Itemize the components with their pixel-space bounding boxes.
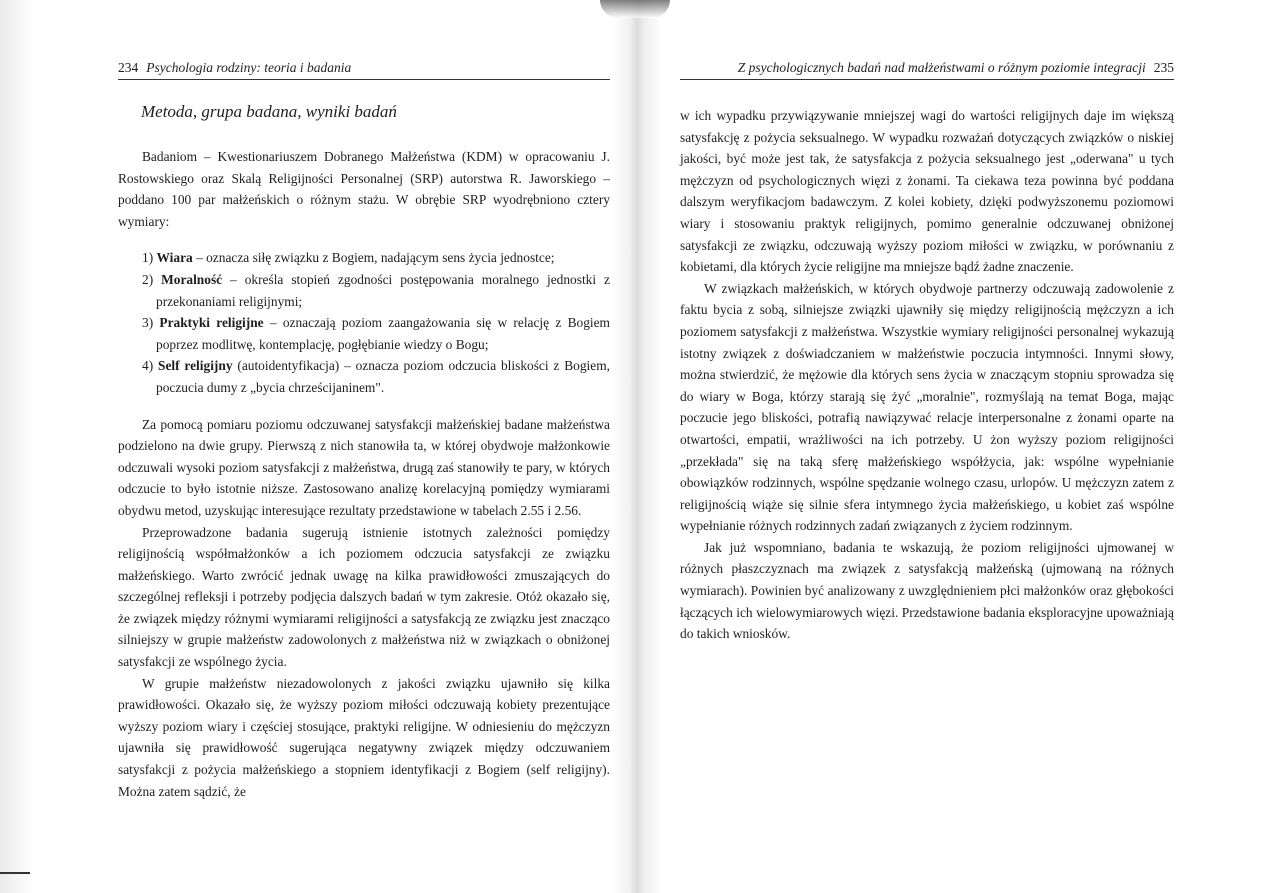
dimension-term: Praktyki religijne — [159, 315, 264, 331]
list-number: 4) — [142, 358, 154, 374]
dimension-term: Self religijny — [158, 358, 233, 374]
dimension-desc: – oznaczają poziom zaangażowania się w relację z Bogiem poprzez modlitwę, kontemplację, pogłębianie wiedzy o Bogu; — [156, 315, 610, 352]
list-number: 1) — [142, 250, 154, 266]
paragraph: Jak już wspomniano, badania te wskazują, że poziom religijności ujmowanej w różnych płaszczyznach ma związek z satysfakcją małżeńską (ujmowaną na różnych wymiarach). Powinien być analizowany z uwzględnieniem płci małżonków oraz głębokości łączących ich wielowymiarowych więzi. Przedstawione badania eksploracyjne upoważniają do takich wniosków. — [680, 539, 1174, 642]
paragraph: Przeprowadzone badania sugerują istnienie istotnych zależności pomiędzy religijnością współmałżonków a ich poziomem odczucia satysfakcji ze związku małżeńskiego. Warto zwrócić jednak uwagę na kilka prawidłowości zmuszających do szczególnej refleksji i potrzeby podjęcia dalszych badań w tym zakresie. Otóż okazało się, że związek między różnymi wymiarami religijności a satysfakcją ze związku jest znacząco silniejszy w grupie małżeństw zadowolonych z małżeństwa niż w związkach o obniżonej satysfakcji ze wspólnego życia. — [118, 524, 610, 670]
dimension-desc: (autoidentyfikacja) – oznacza poziom odczucia bliskości z Bogiem, poczucia dumy z „bycia chrześcijaninem". — [156, 358, 610, 395]
paragraph: W grupie małżeństw niezadowolonych z jakości związku ujawniło się kilka prawidłowości. Okazało się, że wyższy poziom miłości odczuwają kobiety prezentujące wyższy poziom wiary i częściej stosujące, praktyki religijne. W odniesieniu do mężczyzn ujawniła się prawidłowość sugerująca negatywny związek między odczuwaniem satysfakcji z pożycia małżeńskiego a stopniem identyfikacji z Bogiem (self religijny). Można zatem sądzić, że — [118, 675, 610, 799]
left-running-title: Psychologia rodziny: teoria i badania — [146, 60, 352, 75]
right-page — [680, 0, 1174, 893]
left-running-header — [118, 60, 610, 76]
section-heading: Metoda, grupa badana, wyniki badań — [141, 102, 397, 121]
right-header-rule — [680, 79, 1174, 80]
left-header-rule — [118, 79, 610, 80]
dimension-term: Moralność — [161, 271, 223, 287]
dimension-list — [118, 247, 610, 398]
left-page — [118, 0, 610, 893]
book-spine-shadow — [612, 0, 662, 893]
list-item — [142, 247, 610, 269]
paragraph: w ich wypadku przywiązywanie mniejszej wagi do wartości religijnych daje im większą satysfakcję z pożycia seksualnego. W wypadku rozważań dotyczących związków o niskiej jakości, być może jest tak, że satysfakcja z pożycia seksualnego jest „oderwana" u tych mężczyzn od psychologicznych więzi z żonami. Ta ciekawa teza powinna być poddana dalszym weryfikacjom badawczym. Z kolei kobiety, dzięki podwyższonemu poziomowi wiary i stosowaniu praktyk religijnych, pomimo generalnie odczuwanej obniżonej satysfakcji ze związku, odczuwają wyższy poziom miłości w związku, w porównaniu z kobietami, dla których życie religijne ma mniejsze bądź żadne znaczenie. — [680, 108, 1174, 275]
right-running-title: Z psychologicznych badań nad małżeństwami o różnym poziomie integracji — [737, 60, 1146, 75]
right-running-header — [680, 60, 1174, 76]
paragraph: W związkach małżeńskich, w których obydwoje partnerzy odczuwają zadowolenie z faktu bycia z sobą, silniejsze związki ujawniły się między religijnością mężczyzn a ich poziomem satysfakcji z małżeństwa. Wszystkie wymiary religijności personalnej wykazują istotny związek z doświadczaniem w małżeństwie poczucia intymności. Innymi słowy, można stwierdzić, że mężowie dla których sens życia w znaczącym stopniu sprowadza się do wiary w Boga, którzy starają się żyć „moralnie", rozmyślają na temat Boga, mając poczucie jego bliskości, potrafią nawiązywać relacje interpersonalne z żonami oparte na otwartości, empatii, wrażliwości na ich potrzeby. U żon wyższy poziom religijności „przekłada" się na taką sferę małżeńskiego współżycia, jak: wspólne wypełnianie obowiązków rodzinnych, wspólne spędzanie wolnego czasu, urlopów. U mężczyzn zatem z religijnością wiąże się silnie sfera intymnego życia małżeńskiego, u kobiet zaś wspólne wypełnianie różnych rodzinnych zadań związanych z życiem rodzinnym. — [680, 280, 1174, 534]
list-number: 3) — [142, 315, 154, 331]
right-body-text — [680, 105, 1174, 645]
paragraph: Za pomocą pomiaru poziomu odczuwanej satysfakcji małżeńskiej badane małżeństwa podzielono na dwie grupy. Pierwszą z nich stanowiła ta, w której obydwoje małżonkowie odczuwali wysoki poziom satysfakcji z małżeństwa, drugą zaś stanowiły te pary, w których odczucie to było istotnie niższe. Zastosowano analizę korelacyjną pomiędzy wymiarami obydwu metod, uzyskując interesujące rezultaty przedstawione w tabelach 2.55 i 2.56. — [118, 416, 610, 518]
edge-mark — [0, 872, 30, 874]
left-page-number: 234 — [118, 60, 139, 75]
list-item — [142, 269, 610, 312]
left-body-text — [118, 146, 610, 802]
intro-paragraph: Badaniom – Kwestionariuszem Dobranego Małżeństwa (KDM) w opracowaniu J. Rostowskiego oraz Skalą Religijności Personalnej (SRP) autorstwa R. Jaworskiego – poddano 100 par małżeńskich o różnym stażu. W obrębie SRP wyodrębniono cztery wymiary: — [118, 149, 610, 229]
list-item — [142, 355, 610, 398]
list-number: 2) — [142, 271, 154, 287]
page-edge-shadow — [0, 0, 34, 893]
dimension-desc: – oznacza siłę związku z Bogiem, nadającym sens życia jednostce; — [192, 250, 555, 266]
list-item — [142, 312, 610, 355]
right-page-number: 235 — [1153, 60, 1174, 75]
dimension-desc: – określa stopień zgodności postępowania moralnego jednostki z przekonaniami religijnymi; — [156, 271, 610, 309]
dimension-term: Wiara — [156, 250, 193, 266]
book-spine-top — [600, 0, 670, 18]
